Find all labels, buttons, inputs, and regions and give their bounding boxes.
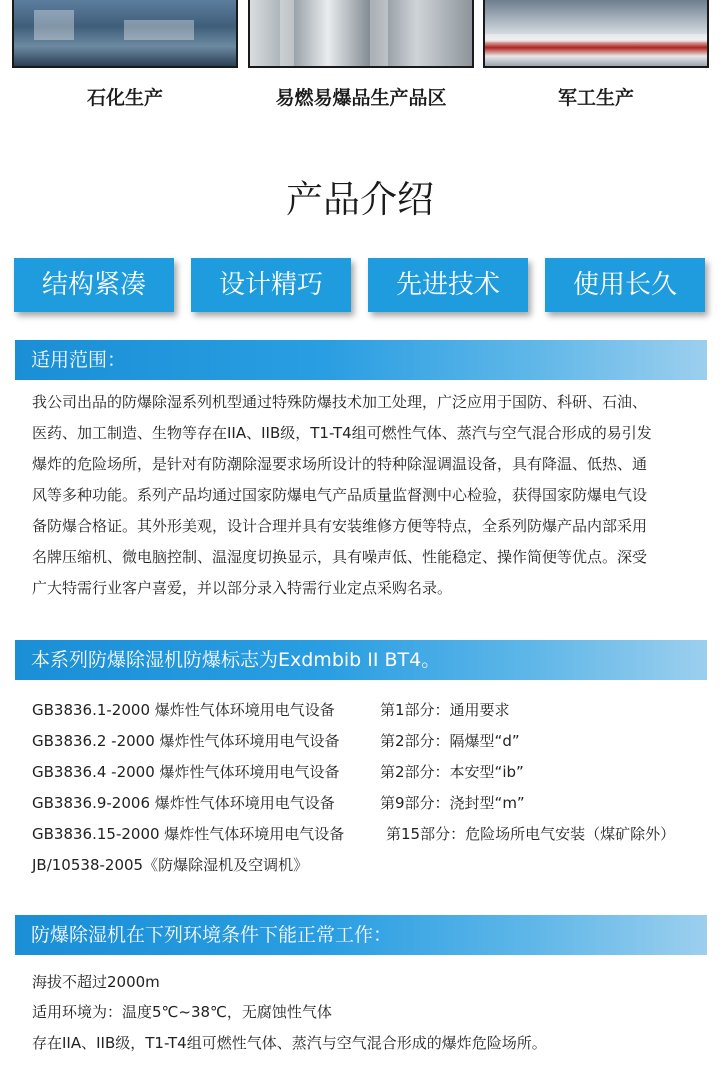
- scope-line: 我公司出品的防爆除湿系列机型通过特殊防爆技术加工处理，广泛应用于国防、科研、石油、: [32, 393, 648, 411]
- application-caption: 石化生产: [86, 87, 163, 109]
- feature-durable: 使用长久: [545, 258, 705, 312]
- standard-part: 第1部分：通用要求: [380, 701, 510, 719]
- application-gallery: [0, 0, 720, 130]
- feature-design: 设计精巧: [191, 258, 351, 312]
- scope-heading: 适用范围：: [15, 340, 707, 380]
- environment-line: 海拔不超过2000m: [32, 973, 160, 991]
- scope-line: 爆炸的危险场所，是针对有防潮除湿要求场所设计的特种除湿调温设备，具有降温、低热、通: [32, 455, 648, 473]
- scope-line: 医药、加工制造、生物等存在IIA、IIB级，T1-T4组可燃性气体、蒸汽与空气混合形成的易引发: [32, 424, 652, 442]
- feature-technology: 先进技术: [368, 258, 528, 312]
- standard-code: GB3836.1-2000 爆炸性气体环境用电气设备: [32, 701, 335, 719]
- application-caption: 军工生产: [557, 87, 634, 109]
- standard-part: 第2部分：本安型“ib”: [380, 763, 524, 781]
- scope-paragraph: [32, 387, 692, 604]
- environment-line: 适用环境为：温度5℃~38℃，无腐蚀性气体: [32, 1003, 332, 1021]
- standard-code: GB3836.15-2000 爆炸性气体环境用电气设备: [32, 825, 345, 843]
- scope-line: 风等多种功能。系列产品均通过国家防爆电气产品质量监督测中心检验，获得国家防爆电气设: [32, 486, 648, 504]
- standard-code: GB3836.9-2006 爆炸性气体环境用电气设备: [32, 794, 335, 812]
- standard-code: GB3836.2 -2000 爆炸性气体环境用电气设备: [32, 732, 340, 750]
- standard-code: GB3836.4 -2000 爆炸性气体环境用电气设备: [32, 763, 340, 781]
- standards-heading: 本系列防爆除湿机防爆标志为Exdmbib II BT4。: [15, 640, 707, 680]
- scope-line: 广大特需行业客户喜爱，并以部分录入特需行业定点采购名录。: [32, 579, 453, 597]
- application-caption: 易燃易爆品生产品区: [275, 87, 447, 109]
- military-production-image: [483, 0, 709, 68]
- scope-line: 备防爆合格证。其外形美观，设计合理并具有安装维修方便等特点，全系列防爆产品内部采用: [32, 517, 648, 535]
- intro-title: 产品介绍: [286, 178, 434, 221]
- feature-compact: 结构紧凑: [14, 258, 174, 312]
- flammable-zone-image: [248, 0, 474, 68]
- standard-code: JB/10538-2005《防爆除湿机及空调机》: [32, 856, 309, 874]
- environment-heading: 防爆除湿机在下列环境条件下能正常工作：: [15, 915, 707, 955]
- standard-part: 第2部分：隔爆型“d”: [380, 732, 520, 750]
- scope-line: 名牌压缩机、微电脑控制、温湿度切换显示，具有噪声低、性能稳定、操作简便等优点。深受: [32, 548, 648, 566]
- standard-part: 第15部分：危险场所电气安装（煤矿除外）: [386, 825, 676, 843]
- standard-part: 第9部分：浇封型“m”: [380, 794, 525, 812]
- petrochemical-image: [12, 0, 238, 68]
- environment-line: 存在IIA、IIB级，T1-T4组可燃性气体、蒸汽与空气混合形成的爆炸危险场所。: [32, 1034, 547, 1052]
